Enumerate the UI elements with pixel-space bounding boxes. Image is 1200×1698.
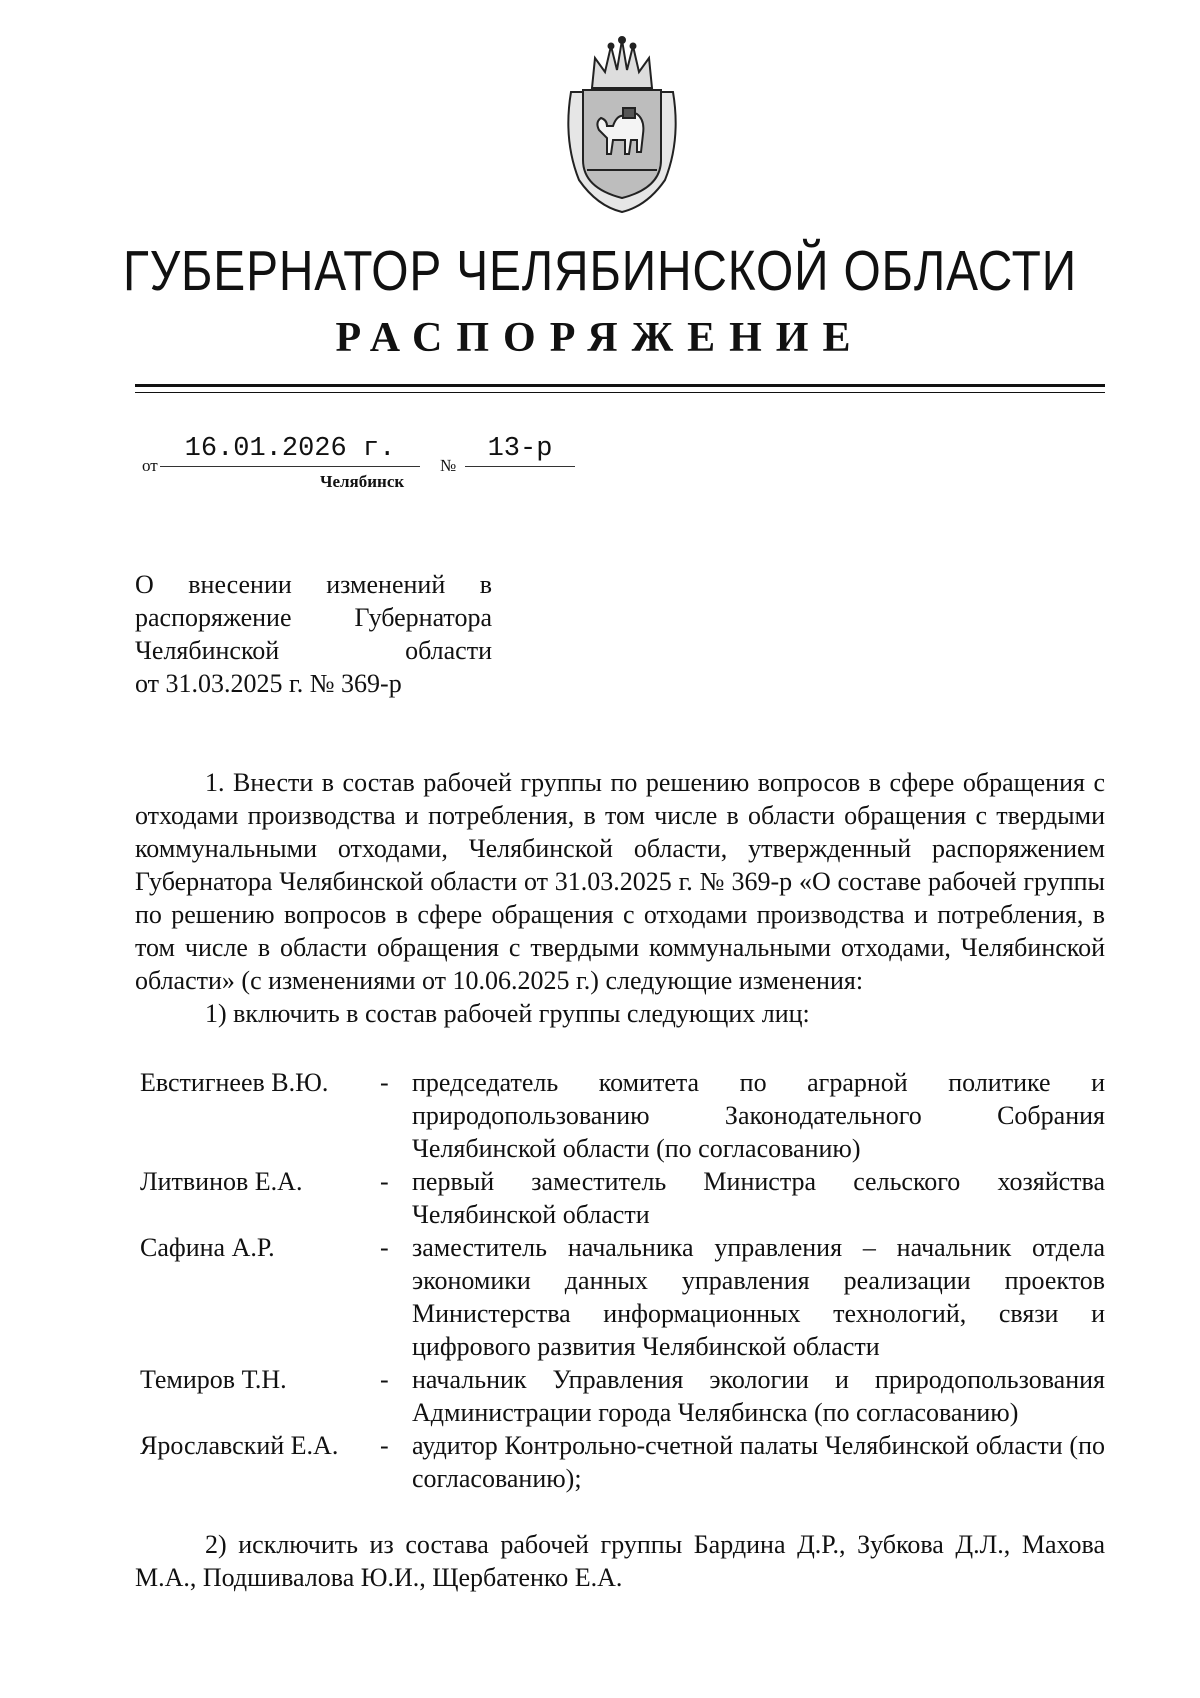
list-item	[135, 1429, 1105, 1495]
document-number: 13-р	[465, 434, 575, 467]
subject-line: О внесении изменений в	[135, 570, 492, 599]
paragraph-2: 2) исключить из состава рабочей группы Бардина Д.Р., Зубкова Д.Л., Махова М.А., Подшивалова Ю.И., Щербатенко Е.А.	[135, 1530, 1105, 1592]
member-role: заместитель начальника управления – начальник отдела экономики данных управления реализации проектов Министерства информационных технологий, связи и цифрового развития Челябинской области	[412, 1233, 1105, 1361]
subject-line: распоряжение Губернатора	[135, 603, 492, 632]
document-type: РАСПОРЯЖЕНИЕ	[335, 315, 865, 361]
list-item	[135, 1363, 1105, 1429]
list-item	[135, 1165, 1105, 1231]
header-divider	[135, 384, 1105, 387]
member-name: Евстигнеев В.Ю.	[140, 1068, 329, 1097]
paragraph-1: 1. Внести в состав рабочей группы по решению вопросов в сфере обращения с отходами производства и потребления, в том числе в области обращения с твердыми коммунальными отходами, Челябинской области, утвержденный распоряжением Губернатора Челябинской области от 31.03.2025 г. № 369-р «О составе рабочей группы по решению вопросов в сфере обращения с отходами производства и потребления, в том числе в области обращения с твердыми коммунальными отходами, Челябинской области» (с изменениями от 10.06.2025 г.) следующие изменения:	[135, 768, 1105, 995]
subject-line: Челябинской области	[135, 636, 492, 665]
issuing-authority: ГУБЕРНАТОР ЧЕЛЯБИНСКОЙ ОБЛАСТИ	[123, 239, 1077, 303]
member-role: начальник Управления экологии и природопользования Администрации города Челябинска (по согласованию)	[412, 1365, 1105, 1427]
member-name: Литвинов Е.А.	[140, 1167, 303, 1196]
document-subject	[135, 568, 492, 700]
member-dash: -	[380, 1167, 389, 1196]
member-dash: -	[380, 1068, 389, 1097]
number-label: №	[440, 456, 457, 475]
member-name: Темиров Т.Н.	[140, 1365, 287, 1394]
document-city: Челябинск	[320, 472, 405, 491]
member-dash: -	[380, 1431, 389, 1460]
document-date: 16.01.2026 г.	[160, 434, 420, 467]
member-dash: -	[380, 1233, 389, 1262]
member-name: Сафина А.Р.	[140, 1233, 275, 1262]
members-list	[135, 1066, 1105, 1495]
document-body	[135, 766, 1105, 1030]
list-item	[135, 1231, 1105, 1363]
date-label: от	[142, 456, 158, 475]
member-role: первый заместитель Министра сельского хозяйства Челябинской области	[412, 1167, 1105, 1229]
coat-of-arms-icon	[557, 30, 687, 216]
header-divider-thin	[135, 392, 1105, 393]
list-item	[135, 1066, 1105, 1165]
member-role: аудитор Контрольно-счетной палаты Челябинской области (по согласованию);	[412, 1431, 1105, 1493]
member-role: председатель комитета по аграрной политике и природопользованию Законодательного Собрания Челябинской области (по согласованию)	[412, 1068, 1105, 1163]
member-name: Ярославский Е.А.	[140, 1431, 339, 1460]
subject-line: от 31.03.2025 г. № 369-р	[135, 669, 402, 698]
subparagraph-1: 1) включить в состав рабочей группы следующих лиц:	[205, 999, 810, 1028]
member-dash: -	[380, 1365, 389, 1394]
